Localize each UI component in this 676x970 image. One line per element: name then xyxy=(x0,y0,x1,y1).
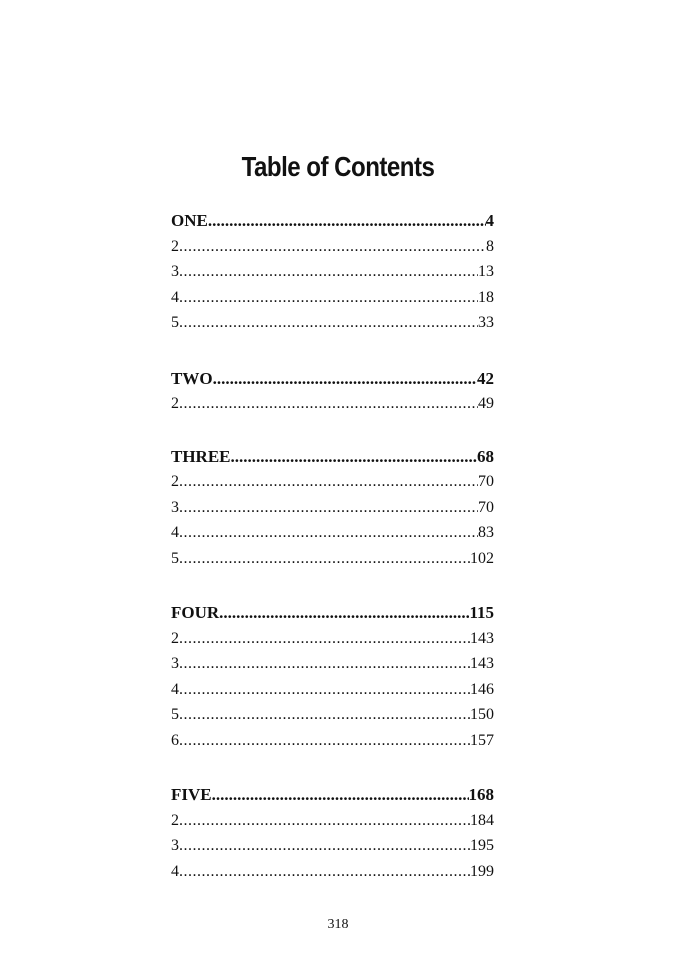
toc-section-entry[interactable] xyxy=(171,285,494,311)
section-page-number: 13 xyxy=(478,263,494,280)
dot-leader xyxy=(179,469,478,495)
dot-leader xyxy=(179,651,470,677)
section-number: 4 xyxy=(171,862,179,880)
dot-leader xyxy=(179,520,478,546)
toc-chapter-entry[interactable] xyxy=(171,600,494,626)
dot-leader xyxy=(179,234,486,260)
section-page-number: 49 xyxy=(478,395,494,412)
toc-chapter-one xyxy=(171,208,494,336)
section-number: 5 xyxy=(171,314,179,331)
section-number: 3 xyxy=(171,498,179,516)
dot-leader xyxy=(219,600,469,626)
toc-section-entry[interactable] xyxy=(171,259,494,285)
dot-leader xyxy=(208,208,486,234)
toc-section-entry[interactable] xyxy=(171,469,494,495)
section-page-number: 184 xyxy=(470,811,494,829)
toc-section-entry[interactable] xyxy=(171,310,494,336)
section-page-number: 70 xyxy=(478,498,494,516)
section-page-number: 33 xyxy=(478,314,494,331)
section-number: 2 xyxy=(171,473,179,490)
section-page-number: 8 xyxy=(486,237,494,255)
section-number: 3 xyxy=(171,837,179,854)
section-number: 4 xyxy=(171,524,179,541)
section-number: 3 xyxy=(171,263,179,280)
toc-section-entry[interactable] xyxy=(171,495,494,521)
toc-chapter-entry[interactable] xyxy=(171,444,494,470)
page-title: Table of Contents xyxy=(241,150,435,182)
section-page-number: 102 xyxy=(470,549,494,567)
toc-section-entry[interactable] xyxy=(171,833,494,859)
toc-section-entry[interactable] xyxy=(171,234,494,260)
dot-leader xyxy=(179,728,470,754)
toc-section-entry[interactable] xyxy=(171,520,494,546)
toc-chapter-entry[interactable] xyxy=(171,782,494,808)
section-number: 5 xyxy=(171,706,179,723)
dot-leader xyxy=(213,366,477,392)
section-page-number: 150 xyxy=(470,706,494,723)
section-page-number: 83 xyxy=(478,524,494,541)
chapter-page-number: 115 xyxy=(469,603,494,622)
table-of-contents xyxy=(171,208,494,914)
section-number: 2 xyxy=(171,811,179,829)
toc-section-entry[interactable] xyxy=(171,546,494,572)
toc-section-entry[interactable] xyxy=(171,626,494,652)
chapter-title: TWO xyxy=(171,368,213,388)
section-number: 2 xyxy=(171,237,179,255)
dot-leader xyxy=(212,782,469,808)
chapter-title: THREE xyxy=(171,446,231,466)
section-number: 2 xyxy=(171,629,179,647)
toc-chapter-entry[interactable] xyxy=(171,208,494,234)
section-page-number: 157 xyxy=(470,731,494,749)
toc-section-entry[interactable] xyxy=(171,859,494,885)
dot-leader xyxy=(179,495,478,521)
chapter-page-number: 4 xyxy=(485,211,494,230)
dot-leader xyxy=(179,259,478,285)
section-number: 6 xyxy=(171,731,179,749)
toc-section-entry[interactable] xyxy=(171,651,494,677)
dot-leader xyxy=(231,444,477,470)
dot-leader xyxy=(179,702,470,728)
page-number: 318 xyxy=(327,917,349,932)
toc-chapter-four xyxy=(171,600,494,753)
dot-leader xyxy=(179,391,478,417)
toc-chapter-three xyxy=(171,444,494,572)
toc-section-entry[interactable] xyxy=(171,728,494,754)
section-page-number: 199 xyxy=(470,862,494,880)
section-page-number: 195 xyxy=(470,837,494,854)
chapter-title: FOUR xyxy=(171,603,220,622)
chapter-title: ONE xyxy=(171,211,208,230)
dot-leader xyxy=(179,546,470,572)
dot-leader xyxy=(179,833,470,859)
chapter-page-number: 68 xyxy=(477,446,494,466)
chapter-page-number: 42 xyxy=(477,368,494,388)
toc-chapter-entry[interactable] xyxy=(171,366,494,392)
section-number: 2 xyxy=(171,395,179,412)
section-page-number: 143 xyxy=(470,629,494,647)
section-page-number: 18 xyxy=(478,288,494,306)
section-page-number: 146 xyxy=(470,680,494,698)
toc-section-entry[interactable] xyxy=(171,702,494,728)
toc-section-entry[interactable] xyxy=(171,808,494,834)
toc-section-entry[interactable] xyxy=(171,677,494,703)
chapter-page-number: 168 xyxy=(468,785,494,804)
toc-chapter-five xyxy=(171,782,494,884)
chapter-title: FIVE xyxy=(171,785,212,804)
dot-leader xyxy=(179,677,470,703)
toc-chapter-two xyxy=(171,366,494,417)
section-number: 4 xyxy=(171,680,179,698)
section-number: 3 xyxy=(171,655,179,672)
dot-leader xyxy=(179,310,478,336)
section-page-number: 143 xyxy=(470,655,494,672)
section-page-number: 70 xyxy=(478,473,494,490)
dot-leader xyxy=(179,808,470,834)
dot-leader xyxy=(179,859,470,885)
dot-leader xyxy=(179,285,478,311)
section-number: 5 xyxy=(171,549,179,567)
section-number: 4 xyxy=(171,288,179,306)
toc-section-entry[interactable] xyxy=(171,391,494,417)
dot-leader xyxy=(179,626,470,652)
